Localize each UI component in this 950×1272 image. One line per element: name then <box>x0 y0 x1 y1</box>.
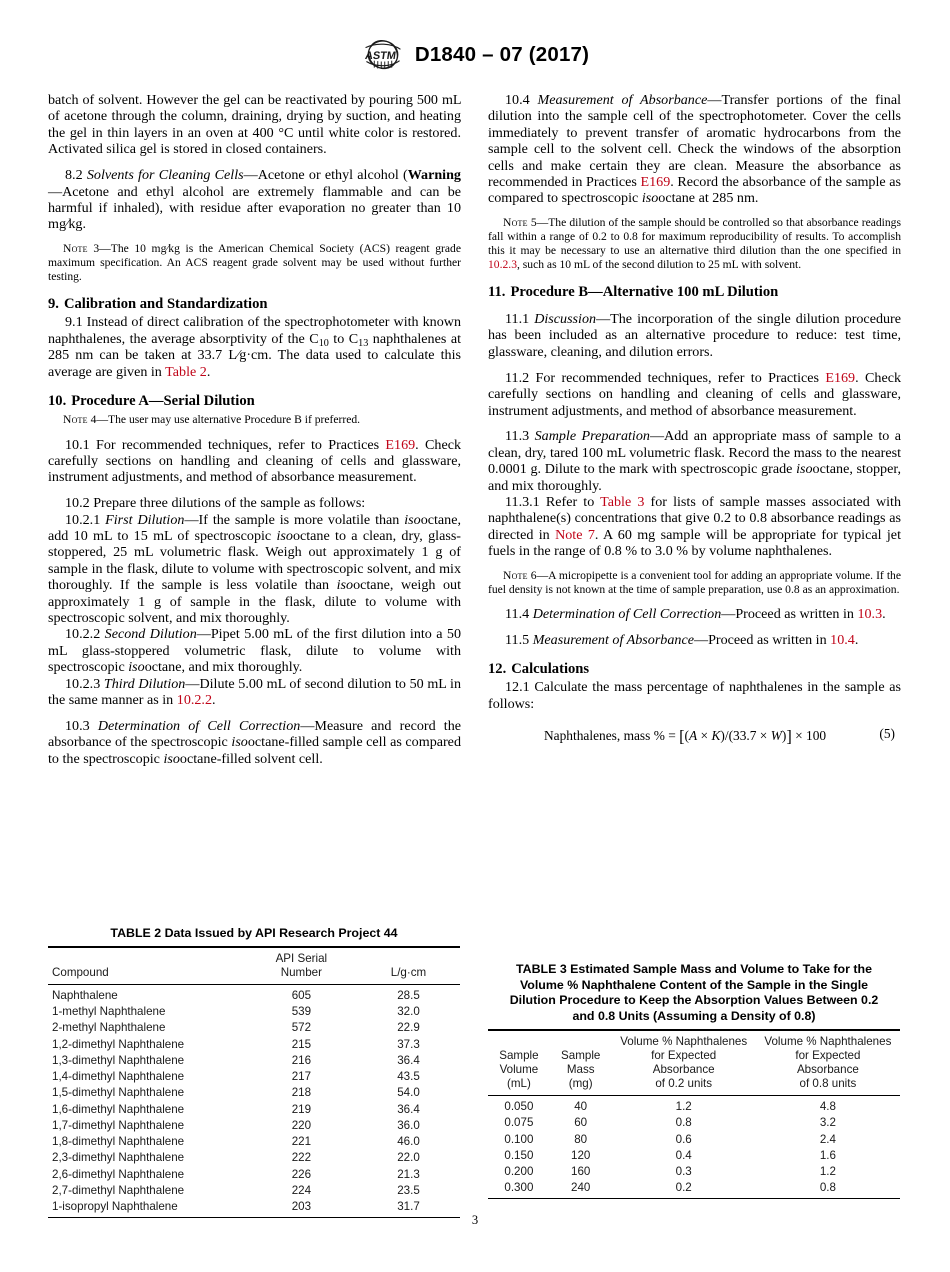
table-3-cell-sample-volume: 0.100 <box>504 1132 534 1146</box>
iso-prefix-4: iso <box>128 659 145 676</box>
table-2-cell-absorptivity: 22.9 <box>397 1021 420 1035</box>
table-row <box>48 1117 460 1133</box>
xref-e169-10-4[interactable]: E169 <box>640 174 671 191</box>
note-4-text: —The user may use alternative Procedure B if preferred. <box>96 413 361 427</box>
note-4-number: 4 <box>90 413 97 427</box>
note-5-text-b: , such as 10 mL of the second dilution to 25 mL with solvent. <box>516 257 802 271</box>
paragraph-10-2-2 <box>48 626 461 675</box>
table-2-cell-compound: 2,7-dimethyl Naphthalene <box>52 1183 185 1197</box>
batch-line-1: batch of solvent. However the gel can be reactivated by pouring 500 mL <box>48 92 461 108</box>
equation-5 <box>488 726 901 745</box>
page-number: 3 <box>471 1213 479 1227</box>
table-2-cell-compound: 1,3-dimethyl Naphthalene <box>52 1053 185 1067</box>
table-3-col-volume-pct-0-8 <box>756 1030 900 1096</box>
xref-e169-11-2[interactable]: E169 <box>825 369 856 386</box>
iso-prefix-3: iso <box>336 577 354 594</box>
clause-10-1-text-a: For recommended techniques, refer to Practices <box>95 436 386 453</box>
table-3-container <box>488 962 900 1199</box>
paragraph-11-4 <box>488 606 901 622</box>
table-2-cell-compound: 1,7-dimethyl Naphthalene <box>52 1118 185 1132</box>
clause-11-3-text-b: octane, stopper, and mix thoroughly. <box>488 461 901 494</box>
clause-number-10-4: 10.4 <box>505 92 530 108</box>
clause-9-1-text-a: Instead of direct calibration of the spectrophotometer with known naphthalenes, the average absorptivity of the C <box>48 314 461 347</box>
clause-10-4-text-a: —Transfer portions of the final dilution into the sample cell of the spectrophotometer. Cover the cells immediately to prevent transfer of aromatic hydrocarbons from the sample cell to the solvent cell. Check the windows of the absorption cells and make certain they are clean. Measure the absorbance as recommended in Practices <box>488 92 901 191</box>
table-3-col-sample-volume <box>488 1030 550 1096</box>
section-12-title: Calculations <box>511 661 590 678</box>
table-2-cell-compound: 1,2-dimethyl Naphthalene <box>52 1037 185 1051</box>
clause-11-3-text-a: —Add an appropriate mass of sample to a clean, dry, tared 100 mL volumetric flask. Record the mass to the nearest 0.0001 g. Dilute to the mark with spectroscopic grade <box>488 428 901 478</box>
table-2-col-serial-line-2: Number <box>280 965 322 979</box>
table-2-cell-compound: Naphthalene <box>52 988 118 1002</box>
paragraph-8-2 <box>48 167 461 233</box>
clause-8-2-text-a: —Acetone or ethyl alcohol ( <box>243 167 408 184</box>
section-heading-12 <box>488 661 901 678</box>
table-3-head <box>488 1030 900 1096</box>
section-heading-9 <box>48 296 461 313</box>
left-text-column <box>48 92 461 767</box>
section-10-title: Procedure A—Serial Dilution <box>71 393 255 410</box>
table-3-cell-volume-pct-0-8: 3.2 <box>819 1116 836 1130</box>
table-3-cell-volume-pct-0-2: 0.2 <box>675 1181 692 1195</box>
clause-title-8-2: Solvents for Cleaning Cells <box>86 167 244 184</box>
section-heading-11 <box>488 284 901 301</box>
clause-10-2-1-text-c: octane to a clean, dry, glass-stoppered, 25 mL volumetric flask. Weigh out approximately 1 g of sample in the flask, dilute to volume with spectroscopic solvent, and mix thoroughly. If the sample is less volatile than <box>48 528 462 594</box>
section-heading-10 <box>48 393 461 410</box>
clause-9-1-text-c: naphthalenes at 285 nm can be taken at 33.7 L⁄g·cm. The data used to calculate this average are given in <box>48 330 461 380</box>
clause-number-10-2-2: 10.2.2 <box>65 626 101 643</box>
table-row <box>488 1131 900 1147</box>
table-2-cell-absorptivity: 46.0 <box>397 1135 420 1149</box>
subscript-c13: 13 <box>358 337 369 349</box>
note-3-number: 3 <box>93 241 100 255</box>
table-3 <box>488 1029 900 1200</box>
table-3-cell-volume-pct-0-8: 1.2 <box>819 1165 836 1179</box>
clause-10-3-text-c: octane-filled solvent cell. <box>179 750 323 767</box>
clause-10-4-text-c: octane at 285 nm. <box>658 190 759 207</box>
clause-11-2-text-a: For recommended techniques, refer to Practices <box>535 369 826 386</box>
table-2-cell-absorptivity: 37.3 <box>397 1037 420 1051</box>
note-3 <box>48 242 461 284</box>
clause-10-2-1-text-d: octane, weigh out approximately 1 g of sample in the flask, dilute to volume with spectroscopic solvent, and mix thoroughly. <box>48 577 461 627</box>
table-2-cell-serial: 203 <box>291 1200 312 1214</box>
document-designation: D1840 – 07 (2017) <box>414 43 590 66</box>
table-row <box>488 1147 900 1163</box>
iso-prefix-1: iso <box>404 511 421 528</box>
table-row <box>48 1134 460 1150</box>
table-2-cell-serial: 216 <box>291 1053 312 1067</box>
t3-c4-l4: of 0.8 units <box>799 1076 857 1090</box>
astm-logo-icon <box>361 38 405 72</box>
xref-table-3[interactable]: Table 3 <box>600 494 645 511</box>
table-3-caption-line-4: and 0.8 Units (Assuming a Density of 0.8) <box>572 1008 816 1023</box>
batch-line-2: of acetone through the column, draining, drying by suction, and heating <box>48 108 461 125</box>
clause-number-10-2: 10.2 <box>65 495 90 512</box>
warning-label: Warning <box>407 167 461 184</box>
table-3-col-volume-pct-0-2 <box>612 1030 756 1096</box>
t3-c1-l1: Sample <box>499 1048 539 1062</box>
table-3-body <box>488 1096 900 1199</box>
section-11-title: Procedure B—Alternative 100 mL Dilution <box>510 284 779 301</box>
t3-c4-l3: Absorbance <box>796 1062 859 1076</box>
clause-title-10-2-3: Third Dilution <box>103 675 186 692</box>
xref-note-7[interactable]: Note 7 <box>555 526 595 543</box>
table-3-caption-line-3: Dilution Procedure to Keep the Absorption Values Between 0.2 <box>509 993 879 1008</box>
table-row <box>48 1036 460 1052</box>
equation-tail: × 100 <box>791 727 827 743</box>
paragraph-12-1 <box>488 679 901 712</box>
table-2-cell-absorptivity: 36.4 <box>397 1102 420 1116</box>
xref-10-4[interactable]: 10.4 <box>830 631 855 648</box>
clause-number-9-1: 9.1 <box>65 314 83 331</box>
paragraph-10-4 <box>488 92 901 207</box>
table-2-cell-serial: 218 <box>291 1086 312 1100</box>
table-2-cell-absorptivity: 23.5 <box>397 1183 420 1197</box>
t3-c2-l2: Mass <box>566 1062 595 1076</box>
clause-number-11-3-1: 11.3.1 <box>505 494 540 511</box>
table-2-cell-compound: 1-isopropyl Naphthalene <box>52 1200 178 1214</box>
table-2-col-serial-line-1: API Serial <box>275 951 328 965</box>
table-2-cell-absorptivity: 36.0 <box>397 1118 420 1132</box>
table-3-cell-volume-pct-0-2: 0.6 <box>675 1132 692 1146</box>
paragraph-10-1 <box>48 437 461 486</box>
clause-number-11-2: 11.2 <box>505 369 530 386</box>
table-3-cell-sample-mass: 80 <box>574 1132 588 1146</box>
table-row <box>48 1166 460 1182</box>
note-3-text: —The 10 mg⁄kg is the American Chemical Society (ACS) reagent grade maximum specification. An ACS reagent grade solvent may be used without further testing. <box>48 241 462 283</box>
clause-11-4-text-b: . <box>882 605 886 622</box>
table-row <box>48 1150 460 1166</box>
clause-11-5-text-a: —Proceed as written in <box>693 631 831 648</box>
equation-times-1: × <box>697 727 712 743</box>
table-2-cell-absorptivity: 54.0 <box>397 1086 420 1100</box>
clause-9-1-text-b: to C <box>328 330 359 347</box>
iso-prefix-7: iso <box>641 190 659 207</box>
clause-10-2-2-text-a: —Pipet 5.00 mL of the first dilution into a 50 mL glass-stoppered volumetric flask, dilute to volume with spectroscopic <box>48 626 461 676</box>
table-3-cell-sample-mass: 40 <box>574 1100 588 1114</box>
table-2-cell-serial: 572 <box>291 1021 312 1035</box>
clause-10-3-text-a: —Measure and record the absorbance of the spectroscopic <box>48 718 461 751</box>
clause-number-10-2-1: 10.2.1 <box>65 511 101 528</box>
clause-title-10-2-2: Second Dilution <box>104 626 197 643</box>
iso-prefix-5: iso <box>231 734 248 751</box>
note-6-text: —A micropipette is a convenient tool for adding an appropriate volume. If the fuel density is not known at the time of sample preparation, use 0.8 as an approximation. <box>488 568 901 596</box>
table-2-cell-compound: 2,6-dimethyl Naphthalene <box>52 1167 185 1181</box>
paragraph-11-2 <box>488 370 901 419</box>
equation-number: (5) <box>879 726 895 742</box>
table-2 <box>48 946 460 1219</box>
batch-line-4: Activated silica gel is stored in closed containers. <box>48 141 327 158</box>
paragraph-10-2-1 <box>48 512 461 627</box>
clause-10-2-3-text-a: —Dilute 5.00 mL of second dilution to 50 mL in the same manner as in <box>48 675 461 709</box>
clause-number-8-2: 8.2 <box>65 167 83 184</box>
table-2-cell-absorptivity: 32.0 <box>397 1005 420 1019</box>
t3-c4-l1: Volume % Naphthalenes <box>764 1034 892 1048</box>
note-6 <box>488 569 901 597</box>
equation-part-b: )/(33.7 × <box>720 727 771 743</box>
xref-10-2-2[interactable]: 10.2.2 <box>176 692 212 709</box>
clause-11-3-1-text-c: . A 60 mg sample will be appropriate for typical jet fuels in the range of 0.8 % to 3.0 % by volume naphthalenes. <box>488 526 901 560</box>
table-2-cell-serial: 226 <box>291 1167 312 1181</box>
table-row <box>48 1101 460 1117</box>
paragraph-10-2 <box>48 495 461 511</box>
t3-c2-l1: Sample <box>561 1048 601 1062</box>
table-2-cell-absorptivity: 43.5 <box>397 1070 420 1084</box>
paragraph-11-5 <box>488 632 901 648</box>
t3-c3-l2: for Expected <box>651 1048 717 1062</box>
clause-number-11-5: 11.5 <box>505 631 530 648</box>
table-3-cell-sample-volume: 0.075 <box>504 1116 534 1130</box>
note-6-label: Note <box>503 568 528 582</box>
equation-close-bracket: ] <box>786 726 792 746</box>
table-2-cell-absorptivity: 22.0 <box>397 1151 420 1165</box>
table-2-caption: TABLE 2 Data Issued by API Research Project 44 <box>110 926 398 940</box>
table-2-cell-serial: 220 <box>291 1118 312 1132</box>
xref-10-3[interactable]: 10.3 <box>857 605 883 622</box>
clause-10-3-text-b: octane-filled sample cell as compared to the spectroscopic <box>48 734 461 767</box>
table-3-cell-sample-volume: 0.300 <box>504 1181 534 1195</box>
clause-10-4-text-b: . Record the absorbance of the sample as compared to spectroscopic <box>488 174 901 207</box>
clause-8-2-text-b: —Acetone and ethyl alcohol are extremely flammable and can be harmful if inhaled), with residue after evaporation no greater than 10 mg⁄kg. <box>48 183 461 233</box>
equation-variable-k: K <box>711 727 721 743</box>
paragraph-11-3-1 <box>488 494 901 560</box>
table-2-cell-compound: 1-methyl Naphthalene <box>52 1005 166 1019</box>
table-3-cell-sample-mass: 160 <box>571 1165 591 1179</box>
table-row <box>488 1163 900 1179</box>
page-header <box>0 38 950 72</box>
clause-number-10-3: 10.3 <box>65 718 90 734</box>
table-2-col-compound: Compound <box>48 947 246 985</box>
right-text-column <box>488 92 901 745</box>
table-3-cell-sample-mass: 60 <box>574 1116 588 1130</box>
table-2-body <box>48 984 460 1217</box>
table-3-cell-volume-pct-0-2: 0.4 <box>675 1148 692 1162</box>
table-2-col-serial <box>246 947 357 985</box>
iso-prefix-8: iso <box>796 461 813 478</box>
table-3-cell-volume-pct-0-8: 0.8 <box>819 1181 836 1195</box>
table-3-cell-sample-volume: 0.150 <box>504 1148 534 1162</box>
table-2-cell-serial: 605 <box>291 988 312 1002</box>
table-3-cell-volume-pct-0-8: 2.4 <box>819 1132 836 1146</box>
table-2-cell-serial: 221 <box>291 1135 312 1149</box>
table-2-cell-compound: 1,5-dimethyl Naphthalene <box>52 1086 185 1100</box>
clause-10-1-text-b: . Check carefully sections on handling and cleaning of cells and glassware, instrument adjustments, and method of absorbance measurement. <box>48 436 462 486</box>
note-4 <box>48 413 461 427</box>
table-2-cell-compound: 1,8-dimethyl Naphthalene <box>52 1135 185 1149</box>
table-2-cell-serial: 219 <box>291 1102 312 1116</box>
table-row <box>48 1085 460 1101</box>
t3-c3-l3: Absorbance <box>652 1062 715 1076</box>
batch-line-3: the gel in thin layers in an oven at 400 °C until white color is restored. <box>48 124 461 141</box>
clause-11-3-1-text-b: for lists of sample masses associated with naphthalene(s) concentrations that give 0.2 to 0.8 absorbance readings as directed in <box>488 494 901 543</box>
clause-11-2-text-b: . Check carefully sections on handling and cleaning of cells and glassware, instrument adjustments, and method of absorbance measurement. <box>488 369 902 419</box>
paragraph-10-2-3 <box>48 676 461 709</box>
clause-number-11-1: 11.1 <box>505 310 530 327</box>
table-row <box>488 1180 900 1199</box>
section-12-number: 12. <box>488 661 507 678</box>
table-row <box>48 984 460 1003</box>
clause-title-10-3: Determination of Cell Correction <box>97 718 301 734</box>
table-2-cell-absorptivity: 36.4 <box>397 1053 420 1067</box>
t3-c1-l2: Volume <box>499 1062 539 1076</box>
table-3-cell-sample-mass: 240 <box>571 1181 591 1195</box>
clause-11-5-text-b: . <box>854 631 859 648</box>
equation-variable-w: W <box>770 727 782 743</box>
table-3-caption-line-1: TABLE 3 Estimated Sample Mass and Volume to Take for the <box>516 962 872 976</box>
clause-title-11-5: Measurement of Absorbance <box>532 631 694 648</box>
clause-11-1-text: —The incorporation of the single dilution procedure has been included as an alternative procedure to reduce: test time, glassware, cleaning, and dilution errors. <box>488 310 901 360</box>
table-3-col-sample-mass <box>550 1030 612 1096</box>
t3-c3-l1: Volume % Naphthalenes <box>620 1034 748 1048</box>
clause-11-4-text-a: —Proceed as written in <box>721 605 858 622</box>
xref-10-2-3[interactable]: 10.2.3 <box>488 257 517 271</box>
clause-9-1-text-d: . <box>206 363 211 380</box>
clause-10-2-text: Prepare three dilutions of the sample as follows: <box>93 495 366 512</box>
paragraph-11-3 <box>488 428 901 494</box>
table-2-container <box>48 926 460 1218</box>
paragraph-10-3 <box>48 718 461 767</box>
table-3-cell-sample-mass: 120 <box>571 1148 591 1162</box>
table-2-cell-serial: 217 <box>291 1070 312 1084</box>
table-3-cell-volume-pct-0-8: 1.6 <box>819 1148 836 1162</box>
clause-number-12-1: 12.1 <box>505 679 530 696</box>
equation-part-c: ) <box>781 727 787 743</box>
table-2-cell-compound: 2,3-dimethyl Naphthalene <box>52 1151 185 1165</box>
section-10-number: 10. <box>48 393 67 410</box>
clause-title-11-4: Determination of Cell Correction <box>532 605 722 622</box>
note-6-number: 6 <box>530 568 537 582</box>
table-2-header-row <box>48 947 460 985</box>
clause-number-11-3: 11.3 <box>505 428 530 445</box>
table-3-cell-volume-pct-0-2: 1.2 <box>675 1100 692 1114</box>
clause-number-10-1: 10.1 <box>65 436 90 453</box>
paragraph-9-1 <box>48 314 461 380</box>
table-2-col-absorptivity: L/g·cm <box>357 947 460 985</box>
table-3-header-row <box>488 1030 900 1096</box>
table-2-cell-serial: 215 <box>291 1037 312 1051</box>
table-2-cell-serial: 539 <box>291 1005 312 1019</box>
table-3-cell-sample-volume: 0.050 <box>504 1100 534 1114</box>
table-row <box>488 1115 900 1131</box>
t3-c1-l3: (mL) <box>506 1076 531 1090</box>
clause-11-3-1-text-a: Refer to <box>545 494 601 511</box>
table-3-caption <box>488 962 900 1025</box>
equation-open-bracket: [ <box>679 726 685 746</box>
note-5-text-a: —The dilution of the sample should be controlled so that absorbance readings fall within a range of 0.2 to 0.8 for maximum reproducibility of results. To accomplish this it may be necessary to use an alternative third dilution than the one specified in <box>488 215 901 257</box>
clause-10-2-3-text-b: . <box>212 692 216 709</box>
t3-c2-l3: (mg) <box>568 1076 593 1090</box>
table-3-caption-line-2: Volume % Naphthalene Content of the Sample in the Single <box>519 977 869 992</box>
clause-title-10-4: Measurement of Absorbance <box>537 92 708 108</box>
section-9-title: Calibration and Standardization <box>63 296 268 313</box>
table-row <box>48 1069 460 1085</box>
table-2-cell-compound: 1,4-dimethyl Naphthalene <box>52 1070 185 1084</box>
clause-number-11-4: 11.4 <box>505 605 530 622</box>
table-3-cell-sample-volume: 0.200 <box>504 1165 534 1179</box>
section-11-number: 11. <box>488 284 506 301</box>
table-3-cell-volume-pct-0-2: 0.3 <box>675 1165 692 1179</box>
xref-e169-10-1[interactable]: E169 <box>385 436 416 453</box>
note-4-label: Note <box>63 413 88 427</box>
section-9-number: 9. <box>48 296 59 313</box>
t3-c4-l2: for Expected <box>795 1048 861 1062</box>
equation-5-lhs: Naphthalenes, mass % = <box>544 727 680 743</box>
table-2-cell-compound: 1,6-dimethyl Naphthalene <box>52 1102 185 1116</box>
clause-10-2-2-text-b: octane, and mix thoroughly. <box>144 659 303 676</box>
equation-variable-a: A <box>689 727 698 743</box>
table-2-cell-absorptivity: 21.3 <box>397 1167 420 1181</box>
table-2-cell-serial: 224 <box>291 1183 312 1197</box>
table-2-head <box>48 947 460 985</box>
table-row <box>48 1020 460 1036</box>
iso-prefix-6: iso <box>163 750 180 767</box>
paragraph-batch-of-solvent <box>48 92 461 158</box>
table-3-cell-volume-pct-0-2: 0.8 <box>675 1116 692 1130</box>
note-5 <box>488 216 901 272</box>
table-2-cell-absorptivity: 31.7 <box>397 1200 420 1214</box>
t3-c3-l4: of 0.2 units <box>655 1076 713 1090</box>
note-5-label: Note <box>503 215 528 229</box>
subscript-c10: 10 <box>318 337 329 349</box>
xref-table-2[interactable]: Table 2 <box>165 363 207 380</box>
table-row <box>48 1182 460 1198</box>
iso-prefix-2: iso <box>276 528 293 545</box>
paragraph-11-1 <box>488 311 901 360</box>
table-row <box>48 1052 460 1068</box>
note-5-number: 5 <box>530 215 537 229</box>
svg-text:ASTM: ASTM <box>364 49 397 62</box>
clause-10-2-1-text-a: —If the sample is more volatile than <box>184 511 405 528</box>
clause-10-2-1-text-b: octane, add 10 mL to 15 mL of spectroscopic <box>48 511 461 545</box>
table-row <box>488 1096 900 1115</box>
note-3-label: Note <box>63 241 88 255</box>
clause-title-11-1: Discussion <box>534 310 597 327</box>
table-2-cell-absorptivity: 28.5 <box>397 988 420 1002</box>
equation-5-body <box>544 726 827 746</box>
table-3-cell-volume-pct-0-8: 4.8 <box>819 1100 836 1114</box>
table-row <box>48 1004 460 1020</box>
clause-title-11-3: Sample Preparation <box>534 428 650 445</box>
clause-12-1-text: Calculate the mass percentage of naphthalenes in the sample as follows: <box>488 679 901 712</box>
table-2-cell-compound: 2-methyl Naphthalene <box>52 1021 166 1035</box>
table-2-cell-serial: 222 <box>291 1151 312 1165</box>
equation-part-a: ( <box>684 727 690 743</box>
clause-number-10-2-3: 10.2.3 <box>65 675 101 692</box>
clause-title-10-2-1: First Dilution <box>105 511 185 528</box>
